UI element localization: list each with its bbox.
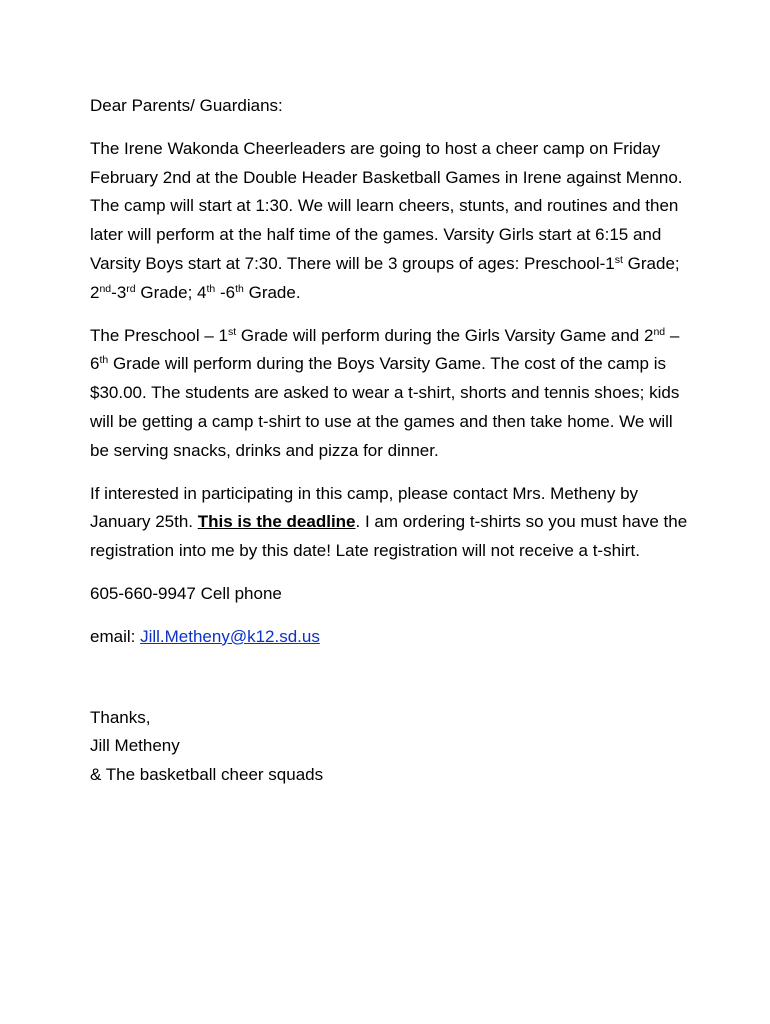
paragraph-text: . I am ordering t-shirts so you must have the registration into me by this date! Late registration will not receive a t-shirt.: [90, 512, 688, 561]
signer-name: Jill Metheny: [90, 736, 180, 756]
phone-line: 605-660-9947 Cell phone: [90, 583, 282, 603]
closing: Thanks,: [90, 707, 151, 727]
paragraph-performance-cost: [90, 322, 690, 466]
paragraph-text: -3: [111, 282, 127, 302]
ordinal-suffix: nd: [99, 282, 112, 295]
ordinal-suffix: th: [235, 282, 244, 295]
paragraph-text: Grade will perform during the Girls Varsity Game and 2: [236, 325, 654, 345]
email-line: [90, 623, 690, 652]
paragraph-camp-details: [90, 135, 690, 308]
ordinal-suffix: st: [614, 253, 623, 266]
paragraph-text: The Irene Wakonda Cheerleaders are going to host a cheer camp on Friday February 2nd at the Double Header Basketball Games in Irene against Menno. The camp will start at 1:30. We will learn cheers, stunts, and routines and then later will perform at the half time of the games. Varsity Girls start at 6:15 and Varsity Boys start at 7:30. There will be 3 groups of ages: Preschool-1: [90, 138, 683, 273]
email-label: email:: [90, 626, 141, 646]
paragraph-text: Grade.: [243, 282, 301, 302]
paragraph-text: Grade; 2: [90, 253, 680, 302]
deadline-emphasis: This is the deadline: [197, 512, 356, 532]
paragraph-text: If interested in participating in this camp, please contact Mrs. Metheny by January 25th.: [90, 483, 639, 532]
ordinal-suffix: th: [99, 354, 109, 367]
ordinal-suffix: rd: [126, 282, 136, 295]
paragraph-registration: [90, 480, 690, 566]
paragraph-text: The Preschool – 1: [90, 325, 228, 345]
letter-body: [90, 92, 690, 790]
paragraph-text: Grade will perform during the Boys Varsity Game. The cost of the camp is $30.00. The students are asked to wear a t-shirt, shorts and tennis shoes; kids will be getting a camp t-shirt to use at the games and then take home. We will be serving snacks, drinks and pizza for dinner.: [90, 354, 680, 460]
ordinal-suffix: th: [206, 282, 216, 295]
paragraph-text: -6: [215, 282, 236, 302]
signer-group: & The basketball cheer squads: [90, 765, 324, 785]
ordinal-suffix: st: [227, 325, 237, 338]
paragraph-text: – 6: [90, 325, 680, 374]
email-link[interactable]: Jill.Metheny@k12.sd.us: [140, 626, 320, 646]
spacer: [90, 666, 690, 704]
paragraph-text: Grade; 4: [135, 282, 207, 302]
ordinal-suffix: nd: [653, 325, 666, 338]
signature-block: [90, 704, 690, 790]
greeting: Dear Parents/ Guardians:: [90, 96, 283, 115]
